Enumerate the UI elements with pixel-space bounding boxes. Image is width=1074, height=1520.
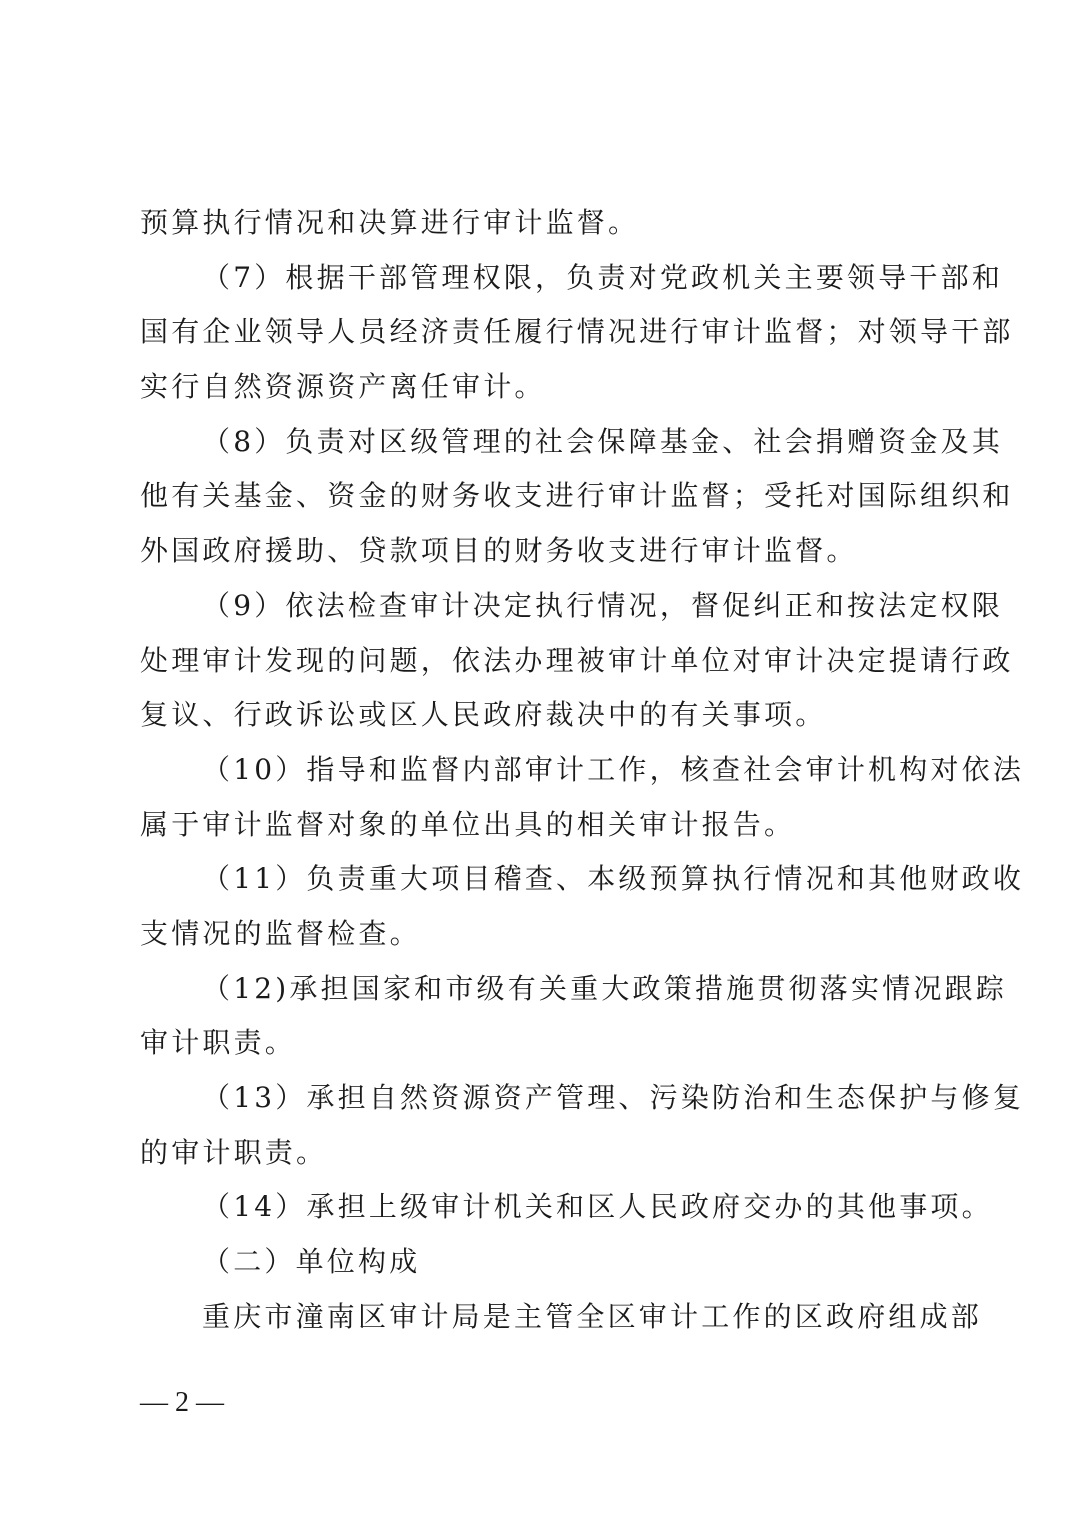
text-line: 属于审计监督对象的单位出具的相关审计报告。	[140, 807, 796, 841]
section-heading: （二）单位构成	[202, 1245, 421, 1279]
body-text	[140, 196, 1025, 1344]
text-line: 实行自然资源资产离任审计。	[140, 370, 546, 404]
text-line: 预算执行情况和决算进行审计监督。	[140, 206, 640, 239]
text-line: （10）指导和监督内部审计工作，核查社会审计机构对依法	[202, 752, 1025, 786]
text-line: 复议、行政诉讼或区人民政府裁决中的有关事项。	[140, 698, 827, 732]
text-line: （8）负责对区级管理的社会保障基金、社会捐赠资金及其	[202, 424, 1004, 458]
text-line: 的审计职责。	[140, 1135, 328, 1169]
text-line: （14）承担上级审计机关和区人民政府交办的其他事项。	[202, 1190, 993, 1224]
text-line: 国有企业领导人员经济责任履行情况进行审计监督；对领导干部	[140, 315, 1014, 349]
text-line: （9）依法检查审计决定执行情况，督促纠正和按法定权限	[202, 588, 1004, 622]
text-line: 重庆市潼南区审计局是主管全区审计工作的区政府组成部	[202, 1299, 983, 1333]
page-number: — 2 —	[140, 1387, 224, 1418]
text-line: 外国政府援助、贷款项目的财务收支进行审计监督。	[140, 534, 858, 568]
text-line: 处理审计发现的问题，依法办理被审计单位对审计决定提请行政	[140, 643, 1014, 677]
text-line: （12)承担国家和市级有关重大政策措施贯彻落实情况跟踪	[202, 971, 1007, 1005]
text-line: （11）负责重大项目稽查、本级预算执行情况和其他财政收	[202, 862, 1025, 896]
text-line: （13）承担自然资源资产管理、污染防治和生态保护与修复	[202, 1081, 1025, 1114]
text-line: （7）根据干部管理权限，负责对党政机关主要领导干部和	[202, 260, 1004, 294]
text-line: 审计职责。	[140, 1026, 297, 1060]
text-line: 支情况的监督检查。	[140, 916, 421, 950]
text-line: 他有关基金、资金的财务收支进行审计监督；受托对国际组织和	[140, 479, 1014, 513]
